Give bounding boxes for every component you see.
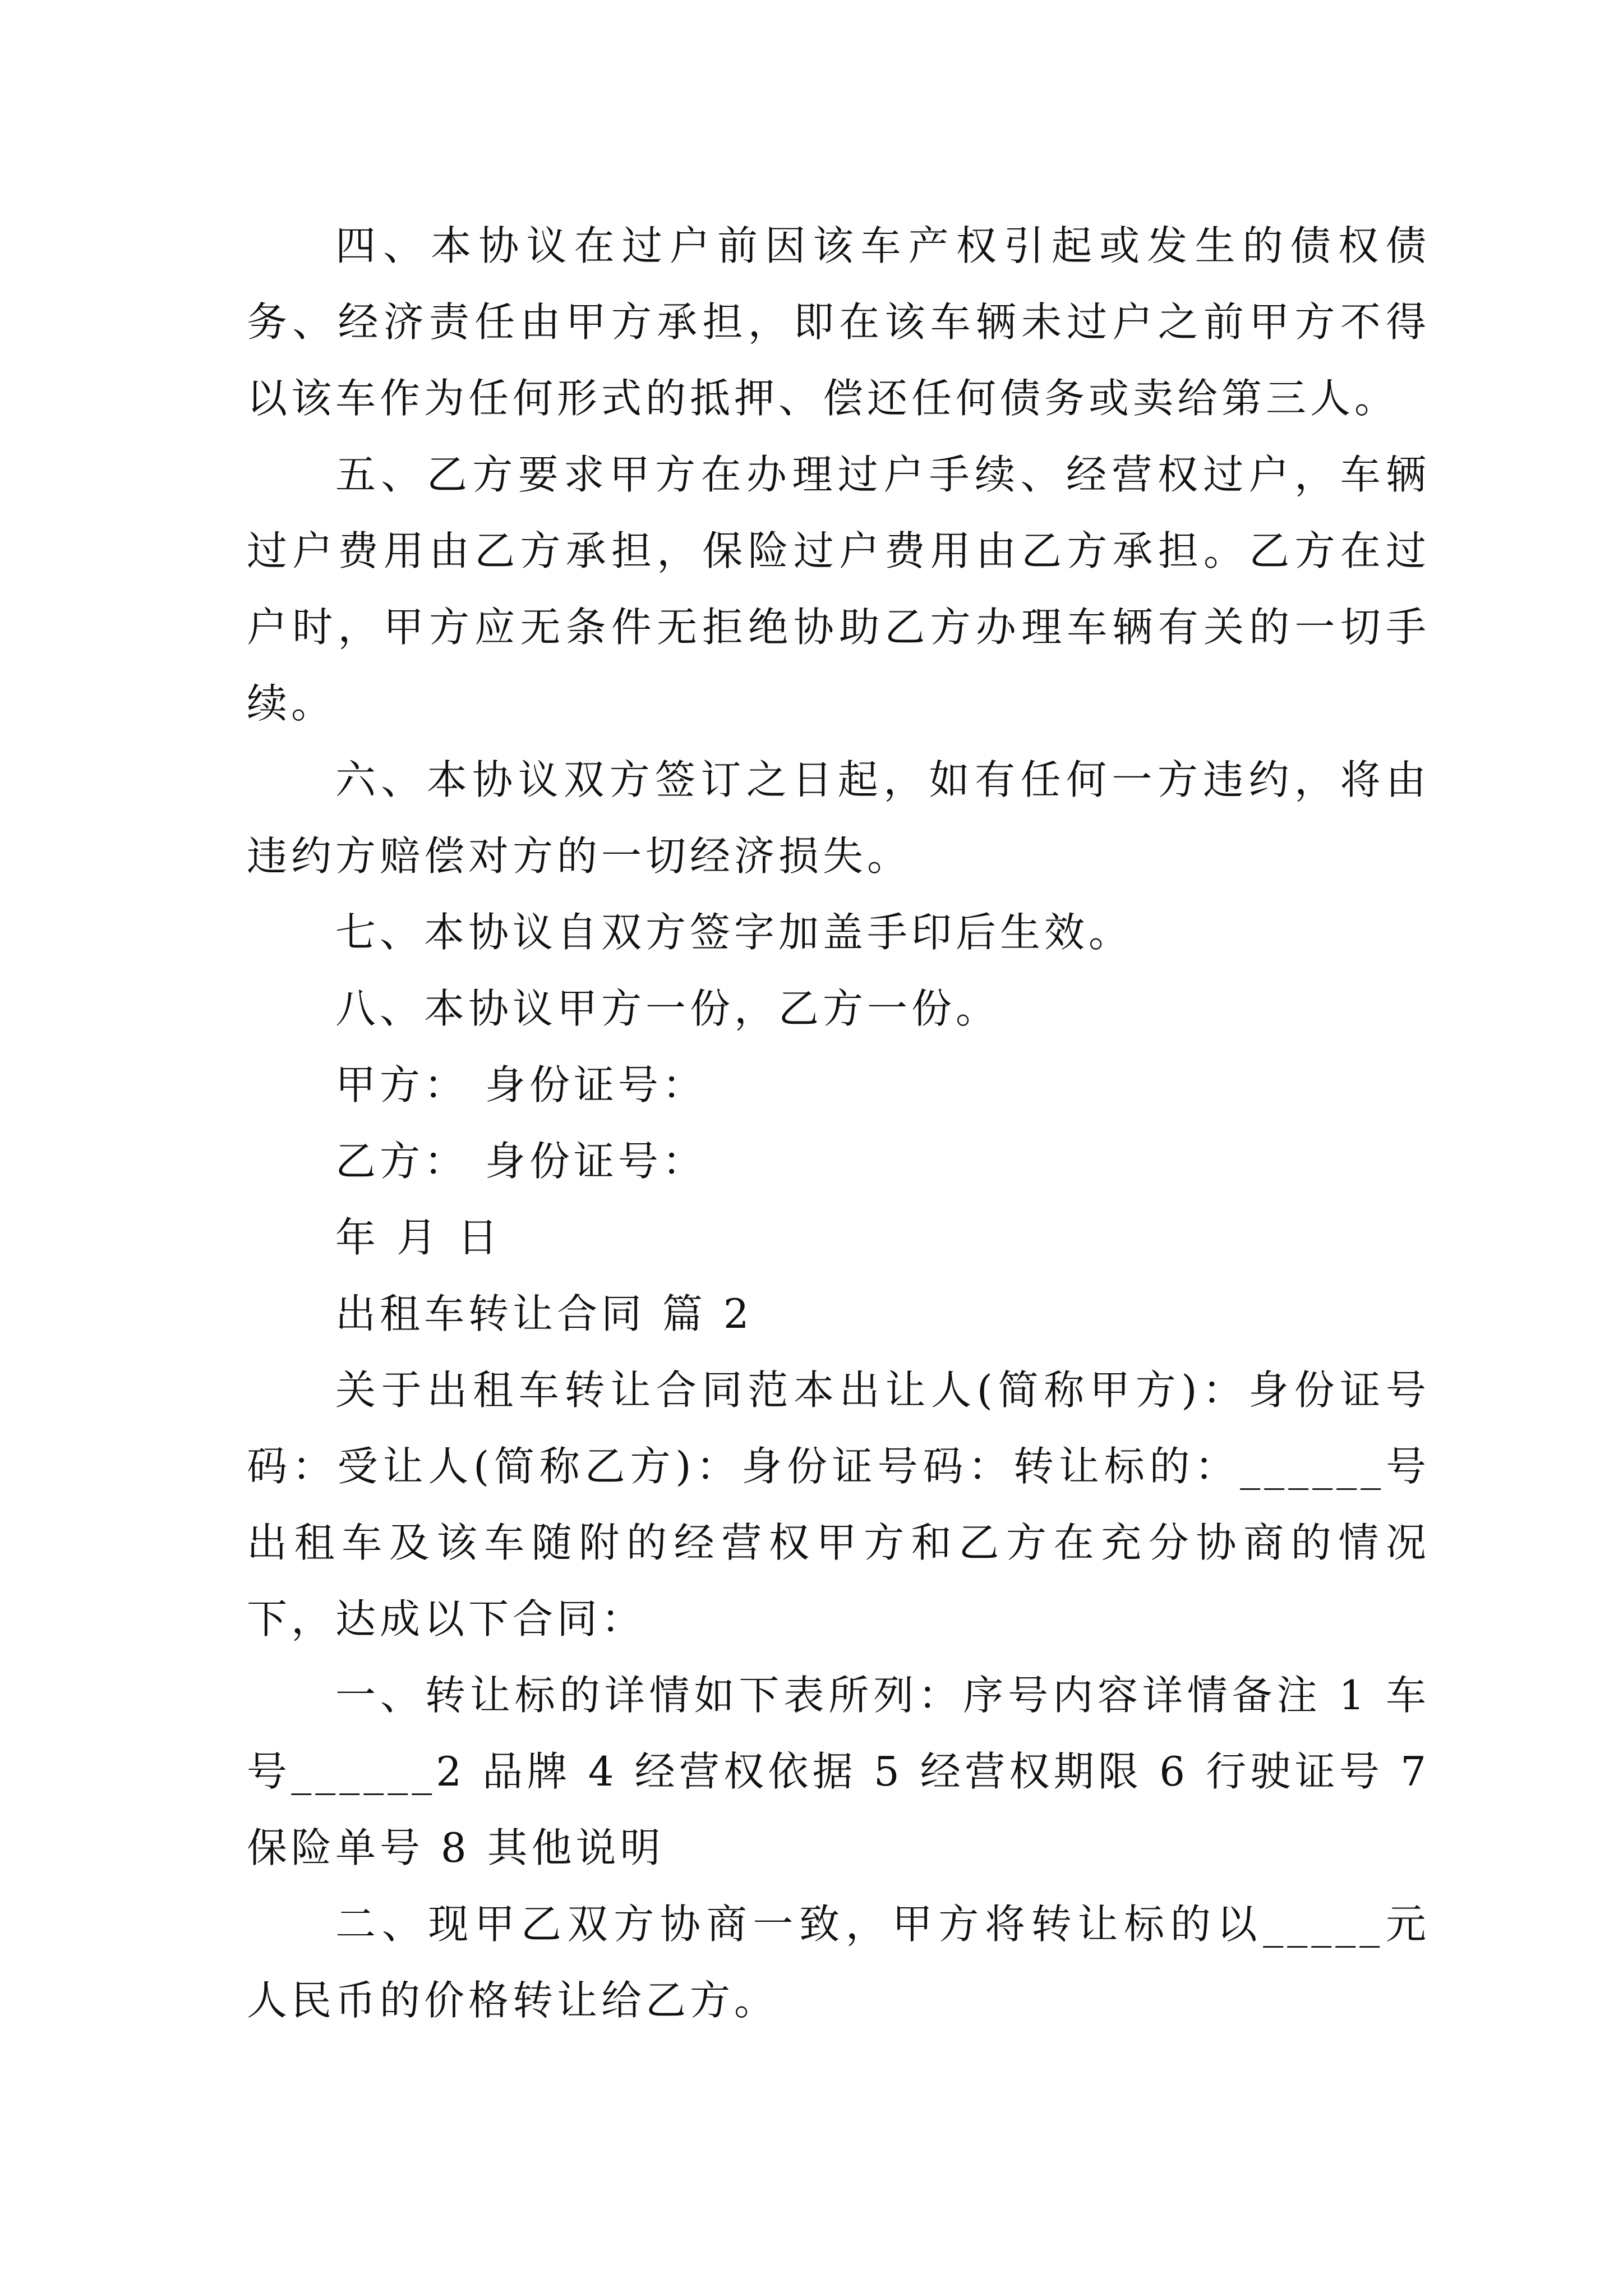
document-body bbox=[247, 208, 1430, 2039]
clause-eight: 八、本协议甲方一份，乙方一份。 bbox=[335, 985, 1000, 1032]
party-b-signature-line: 乙方： 身份证号： bbox=[335, 1138, 707, 1185]
transfer-details-clause: 一、转让标的详情如下表所列：序号内容详情备注 1 车号______2 品牌 4 经营权依据 5 经营权期限 6 行驶证号 7 保险单号 8 其他说明 bbox=[247, 1672, 1430, 1871]
clause-five: 五、乙方要求甲方在办理过户手续、经营权过户，车辆过户费用由乙方承担，保险过户费用由乙方承担。乙方在过户时，甲方应无条件无拒绝协助乙方办理车辆有关的一切手续。 bbox=[247, 451, 1430, 727]
party-a-signature-line: 甲方： 身份证号： bbox=[335, 1061, 707, 1108]
clause-six: 六、本协议双方签订之日起，如有任何一方违约，将由违约方赔偿对方的一切经济损失。 bbox=[247, 756, 1430, 880]
section-title: 出租车转让合同 篇 2 bbox=[335, 1290, 753, 1337]
price-clause: 二、现甲乙双方协商一致，甲方将转让标的以_____元人民币的价格转让给乙方。 bbox=[247, 1901, 1430, 2024]
clause-four: 四、本协议在过户前因该车产权引起或发生的债权债务、经济责任由甲方承担，即在该车辆未过户之前甲方不得以该车作为任何形式的抵押、偿还任何债务或卖给第三人。 bbox=[247, 222, 1430, 422]
contract-intro: 关于出租车转让合同范本出让人(简称甲方)：身份证号码：受让人(简称乙方)：身份证号码：转让标的：______号出租车及该车随附的经营权甲方和乙方在充分协商的情况下，达成以下合同： bbox=[247, 1366, 1430, 1642]
date-line: 年 月 日 bbox=[335, 1214, 502, 1261]
clause-seven: 七、本协议自双方签字加盖手印后生效。 bbox=[335, 909, 1133, 956]
